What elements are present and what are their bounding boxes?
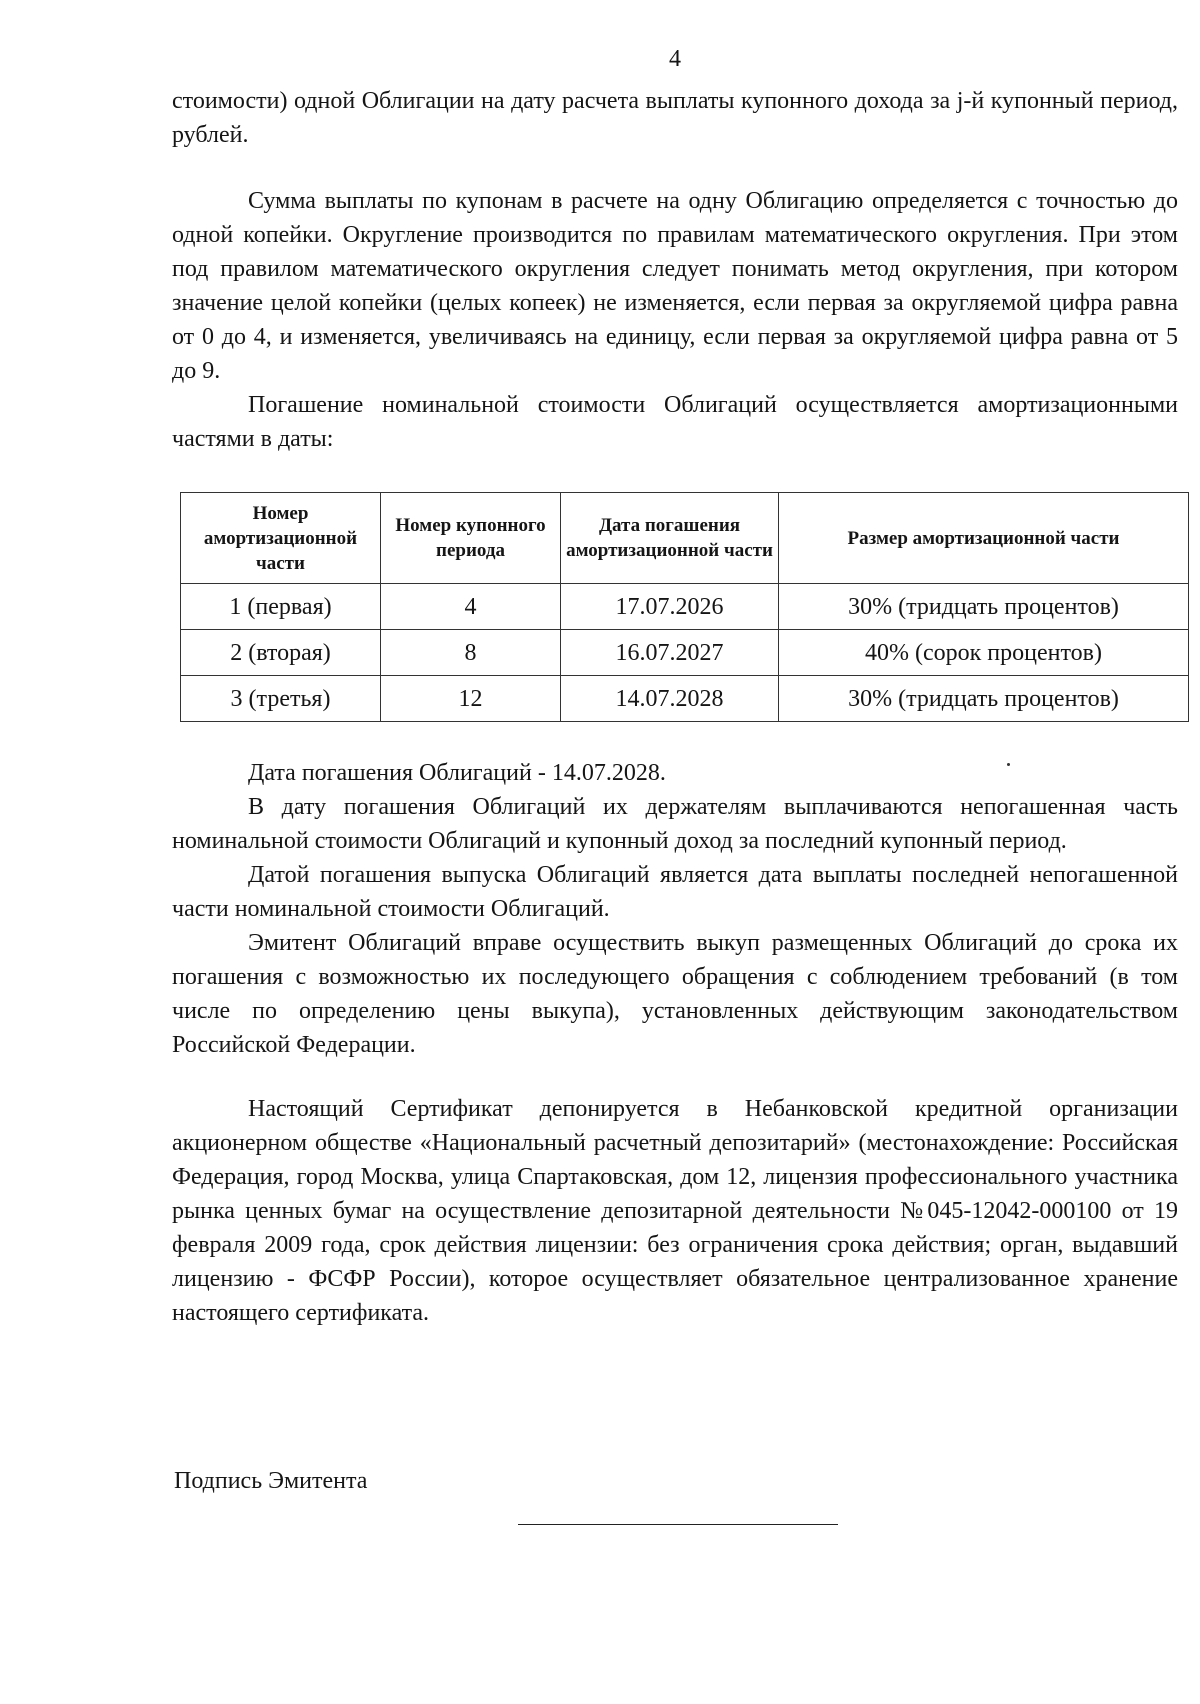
table-row: [181, 630, 1189, 676]
header-amortization-date: Дата погашения амортизационной части: [561, 493, 779, 584]
cell-part-number: 1 (первая): [181, 584, 381, 630]
cell-part-number: 3 (третья): [181, 676, 381, 722]
paragraph-redemption-intro: Погашение номинальной стоимости Облигаций осуществляется амортизационными частями в даты:: [172, 392, 1178, 452]
amortization-table: [180, 492, 1189, 722]
cell-size: 30% (тридцать процентов): [779, 584, 1189, 630]
table-row: [181, 584, 1189, 630]
signature-line: [518, 1524, 838, 1525]
cell-date: 14.07.2028: [561, 676, 779, 722]
signature-label: Подпись Эмитента: [174, 1468, 368, 1494]
amortization-table-wrapper: [172, 492, 1178, 722]
cell-coupon-period: 8: [381, 630, 561, 676]
cell-date: 16.07.2027: [561, 630, 779, 676]
cell-date: 17.07.2026: [561, 584, 779, 630]
page-number: 4: [669, 46, 681, 72]
header-amortization-size: Размер амортизационной части: [779, 493, 1189, 584]
paragraph-issue-maturity: Датой погашения выпуска Облигаций является дата выплаты последней непогашенной части номинальной стоимости Облигаций.: [172, 862, 1178, 922]
header-amortization-part-number: Номер амортизационной части: [181, 493, 381, 584]
paragraph-maturity-date: Дата погашения Облигаций - 14.07.2028.: [248, 760, 666, 786]
document-body: [172, 84, 1178, 1330]
paragraph-rounding: Сумма выплаты по купонам в расчете на одну Облигацию определяется с точностью до одной копейки. Округление производится по правилам математического округления. При этом под правилом математического округления следует понимать метод округления, при котором значение целой копейки (целых копеек) не изменяется, если первая за округляемой цифра равна от 0 до 4, и изменяется, увеличиваясь на единицу, если первая за округляемой цифра равна от 5 до 9.: [172, 188, 1178, 384]
header-coupon-period-number: Номер купонного периода: [381, 493, 561, 584]
table-row: [181, 676, 1189, 722]
paragraph-depository: Настоящий Сертификат депонируется в Небанковской кредитной организации акционерном обществе «Национальный расчетный депозитарий» (местонахождение: Российская Федерация, город Москва, улица Спартаковская, дом 12, лицензия профессионального участника рынка ценных бумаг на осуществление депозитарной деятельности №045-12042-000100 от 19 февраля 2009 года, срок действия лицензии: без ограничения срока действия; орган, выдавший лицензию - ФСФР России), которое осуществляет обязательное централизованное хранение настоящего сертификата.: [172, 1096, 1178, 1326]
scan-speck: [1007, 763, 1010, 766]
cell-size: 30% (тридцать процентов): [779, 676, 1189, 722]
cell-part-number: 2 (вторая): [181, 630, 381, 676]
cell-coupon-period: 4: [381, 584, 561, 630]
cell-coupon-period: 12: [381, 676, 561, 722]
table-header-row: [181, 493, 1189, 584]
paragraph-buyback: Эмитент Облигаций вправе осуществить выкуп размещенных Облигаций до срока их погашения с возможностью их последующего обращения с соблюдением требований (в том числе по определению цены выкупа), установленных действующим законодательством Российской Федерации.: [172, 930, 1178, 1058]
cell-size: 40% (сорок процентов): [779, 630, 1189, 676]
paragraph-coupon-cost: стоимости) одной Облигации на дату расчета выплаты купонного дохода за j-й купонный период, рублей.: [172, 88, 1178, 148]
paragraph-holders-payment: В дату погашения Облигаций их держателям выплачиваются непогашенная часть номинальной стоимости Облигаций и купонный доход за последний купонный период.: [172, 794, 1178, 854]
